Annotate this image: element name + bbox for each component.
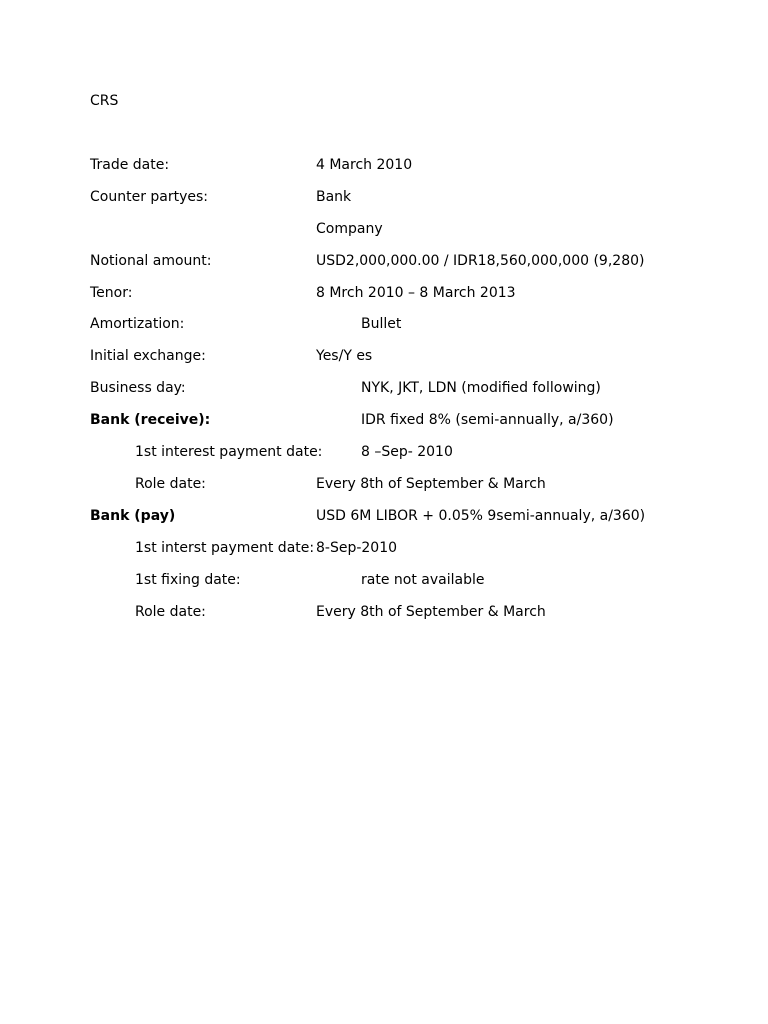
row-value: USD2,000,000.00 / IDR18,560,000,000 (9,280) [316, 253, 645, 269]
row-pay-first-fixing [0, 571, 768, 591]
row-receive-first-payment [0, 443, 768, 463]
row-amortization [0, 315, 768, 335]
row-value: 8 Mrch 2010 – 8 March 2013 [316, 285, 516, 301]
row-business-day [0, 379, 768, 399]
row-trade-date [0, 156, 768, 176]
row-value: Bullet [361, 316, 402, 332]
row-label: Initial exchange: [90, 348, 206, 364]
row-label: Trade date: [90, 157, 170, 173]
row-value: rate not available [361, 572, 485, 588]
row-bank-receive [0, 411, 768, 431]
row-value: IDR fixed 8% (semi-annually, a/360) [361, 412, 614, 428]
row-value: 4 March 2010 [316, 157, 413, 173]
row-receive-role-date [0, 475, 768, 495]
row-value: 8-Sep-2010 [316, 540, 398, 556]
row-label: Notional amount: [90, 253, 212, 269]
row-value: 8 –Sep- 2010 [361, 444, 453, 460]
row-value: Company [316, 221, 383, 237]
section-heading: Bank (pay) [90, 508, 176, 524]
row-label: Amortization: [90, 316, 185, 332]
row-pay-first-payment [0, 539, 768, 559]
row-pay-role-date [0, 603, 768, 623]
row-counter-parties-cont [0, 220, 768, 240]
row-value: Every 8th of September & March [316, 476, 546, 492]
row-label: 1st interest payment date: [135, 444, 323, 460]
row-value: Yes/Y es [316, 348, 373, 364]
row-tenor [0, 284, 768, 304]
row-value: Bank [316, 189, 352, 205]
row-label: Tenor: [90, 285, 133, 301]
row-value: Every 8th of September & March [316, 604, 546, 620]
row-label: Role date: [135, 476, 206, 492]
row-label: 1st interst payment date: [135, 540, 315, 556]
document-title: CRS [90, 93, 119, 109]
row-label: Role date: [135, 604, 206, 620]
row-label: 1st fixing date: [135, 572, 241, 588]
row-label: Counter partyes: [90, 189, 209, 205]
row-initial-exchange [0, 347, 768, 367]
row-counter-parties [0, 188, 768, 208]
row-label: Business day: [90, 380, 186, 396]
row-bank-pay [0, 507, 768, 527]
row-value: NYK, JKT, LDN (modified following) [361, 380, 601, 396]
section-heading: Bank (receive): [90, 412, 211, 428]
row-value: USD 6M LIBOR + 0.05% 9semi-annualy, a/360) [316, 508, 646, 524]
row-notional-amount [0, 252, 768, 272]
